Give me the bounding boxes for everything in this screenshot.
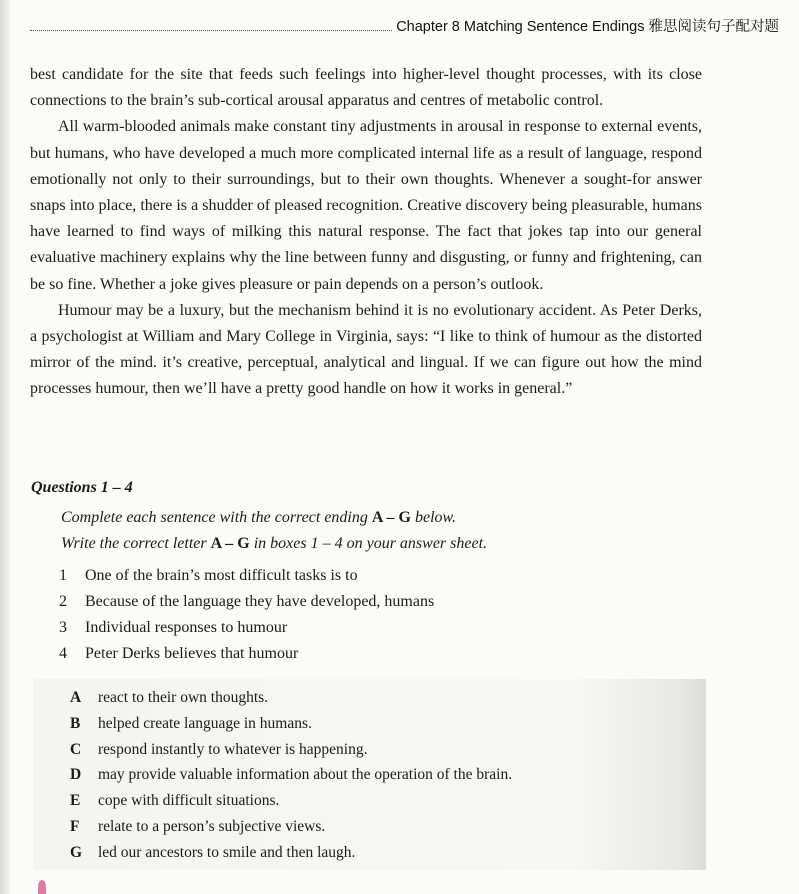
ending-letter: F [70,817,80,835]
ending-text: cope with difficult situations. [98,792,280,810]
reading-passage [30,62,702,403]
question-item [59,615,434,641]
instruction-text: below. [411,509,457,526]
ending-text: helped create language in humans. [98,714,312,732]
question-number: 4 [59,645,67,662]
ending-letter: A [70,689,82,706]
instruction-text: Complete each sentence with the correct ending [61,509,372,526]
ending-option [70,788,512,814]
ending-letter: B [70,714,81,732]
ending-option [70,840,512,866]
paragraph: All warm-blooded animals make constant tiny adjustments in arousal in response to external events, but humans, who have developed a much more complicated internal life as a result of language, respond emotionally not only to their surroundings, but to their own thoughts. Whenever a sought-for answer snaps into place, there is a shudder of pleased recognition. Creative discovery being pleasurable, humans have learned to find ways of milking this natural response. The fact that jokes tap into our general evaluative machinery explains why the line between funny and disgusting, or funny and frightening, can be so fine. Whether a joke gives pleasure or pain depends on a person’s outlook. [30,118,702,293]
ending-text: relate to a person’s subjective views. [98,817,326,835]
question-number: 2 [59,593,67,610]
instruction-line [61,531,487,557]
decorative-pink-mark [38,880,46,894]
ending-text: led our ancestors to smile and then laugh. [98,843,356,861]
question-item [59,589,434,615]
ending-text: may provide valuable information about the operation of the brain. [98,766,513,784]
paragraph: Humour may be a luxury, but the mechanism behind it is no evolutionary accident. As Peter Derks, a psychologist at William and Mary College in Virginia, says: “I like to think of humour as the distorted mirror of the mind. it’s creative, perceptual, analytical and lingual. If we can figure out how the mind processes humour, then we’ll have a pretty good handle on how it works in general.” [30,301,702,398]
page-edge-shadow [0,0,10,894]
instruction-range: A – G [210,535,250,552]
instruction-range: A – G [371,509,411,526]
instructions [61,505,487,557]
ending-letter: C [70,740,82,758]
paragraph-continued: best candidate for the site that feeds such feelings into higher-level thought processes, with its close connections to the brain’s sub-cortical arousal apparatus and centres of metabolic control. [30,66,702,110]
ending-option [70,685,512,711]
ending-option [70,814,512,840]
ending-option [70,711,512,737]
question-text: Peter Derks believes that humour [85,645,299,662]
question-item [59,641,434,667]
questions-heading: Questions 1 – 4 [31,479,133,496]
endings-list [70,685,512,866]
ending-option [70,737,512,763]
chapter-title: Chapter 8 Matching Sentence Endings 雅思阅读句子配对题 [396,19,779,35]
question-number: 1 [59,567,67,584]
question-list [59,563,434,667]
ending-text: react to their own thoughts. [98,689,269,706]
question-text: Individual responses to humour [85,619,288,636]
instruction-text: in boxes 1 – 4 on your answer sheet. [249,535,488,552]
instruction-line [61,505,487,531]
running-header [30,14,779,36]
ending-letter: D [70,766,82,784]
question-text: Because of the language they have developed, humans [85,593,435,610]
ending-letter: E [70,792,81,810]
header-dotted-rule [30,30,392,31]
ending-letter: G [70,843,83,861]
ending-text: respond instantly to whatever is happening. [98,740,368,758]
question-text: One of the brain’s most difficult tasks is to [85,567,358,584]
question-number: 3 [59,619,67,636]
question-item [59,563,434,589]
instruction-text: Write the correct letter [61,535,211,552]
ending-option [70,762,512,788]
